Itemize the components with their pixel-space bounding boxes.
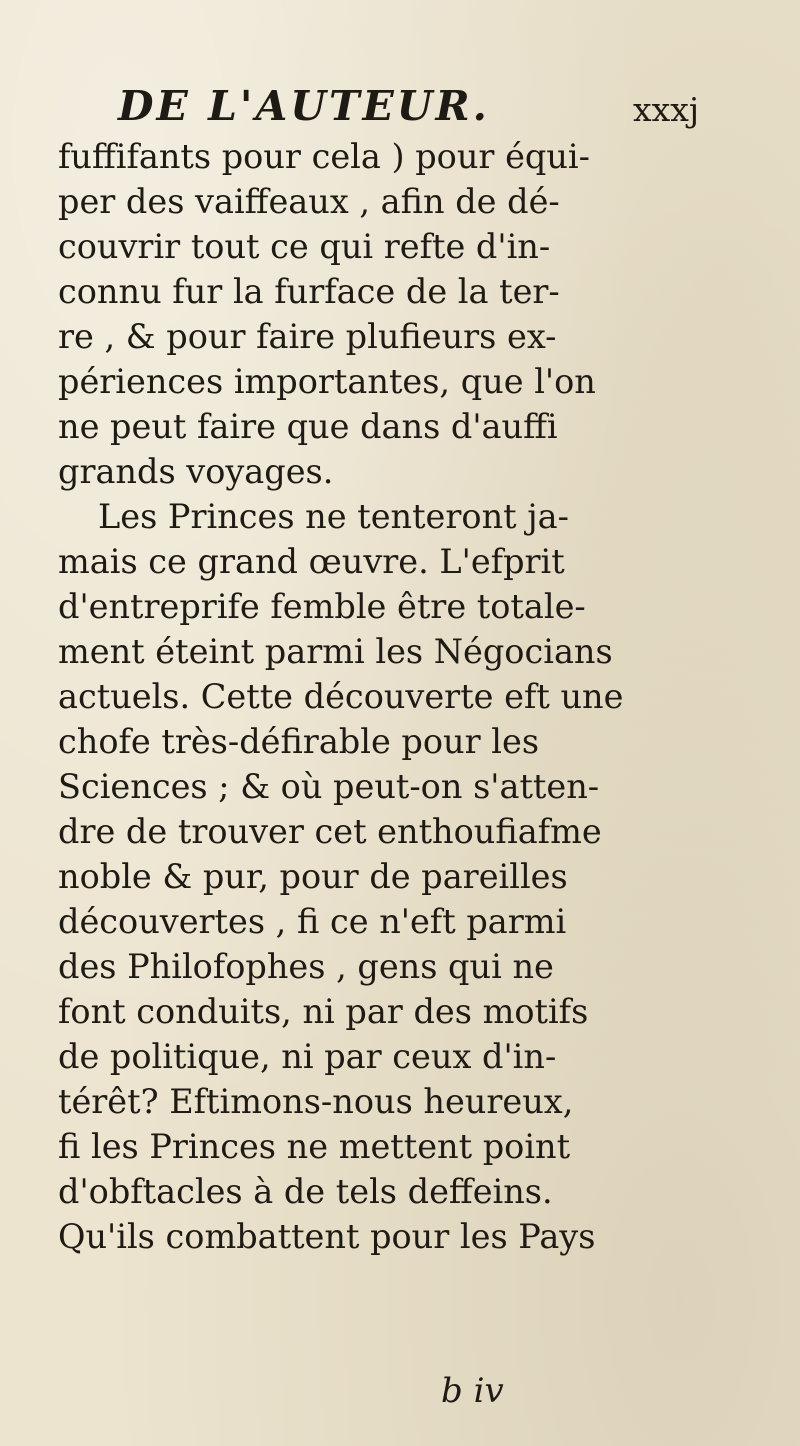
text-line: de politique, ni par ceux d'in-: [58, 1037, 557, 1076]
text-line: actuels. Cette découverte eft une: [58, 677, 624, 716]
body-text: [58, 134, 758, 1259]
text-line: grands voyages.: [58, 452, 334, 491]
running-title: DE L'AUTEUR.: [118, 82, 490, 130]
text-line: des Philofophes , gens qui ne: [58, 947, 554, 986]
signature-mark: b iv: [441, 1371, 504, 1411]
text-line: découvertes , fi ce n'eft parmi: [58, 902, 567, 941]
text-line: font conduits, ni par des motifs: [58, 992, 589, 1031]
text-line: d'obftacles à de tels deffeins.: [58, 1172, 553, 1211]
page-number: xxxj: [633, 90, 700, 129]
text-line: ne peut faire que dans d'auffi: [58, 407, 558, 446]
text-line: périences importantes, que l'on: [58, 362, 596, 401]
page-header: [118, 82, 758, 142]
text-line: mais ce grand œuvre. L'efprit: [58, 542, 565, 581]
text-line: chofe très-défirable pour les: [58, 722, 540, 761]
text-line: re , & pour faire plufieurs ex-: [58, 317, 557, 356]
text-line: per des vaiffeaux , afin de dé-: [58, 182, 560, 221]
text-line: connu fur la furface de la ter-: [58, 272, 560, 311]
text-line: dre de trouver cet enthoufiafme: [58, 812, 602, 851]
text-line: Sciences ; & où peut-on s'atten-: [58, 767, 600, 806]
text-line: couvrir tout ce qui refte d'in-: [58, 227, 551, 266]
text-line: Qu'ils combattent pour les Pays: [58, 1217, 596, 1256]
text-line: térêt? Eftimons-nous heureux,: [58, 1082, 574, 1121]
text-line: ment éteint parmi les Négocians: [58, 632, 613, 671]
text-line: fuffifants pour cela ) pour équi-: [58, 137, 590, 176]
paragraph-start-line: Les Princes ne tenteront ja-: [98, 497, 569, 536]
text-line: noble & pur, pour de pareilles: [58, 857, 568, 896]
text-line: d'entreprife femble être totale-: [58, 587, 586, 626]
text-line: fi les Princes ne mettent point: [58, 1127, 571, 1166]
